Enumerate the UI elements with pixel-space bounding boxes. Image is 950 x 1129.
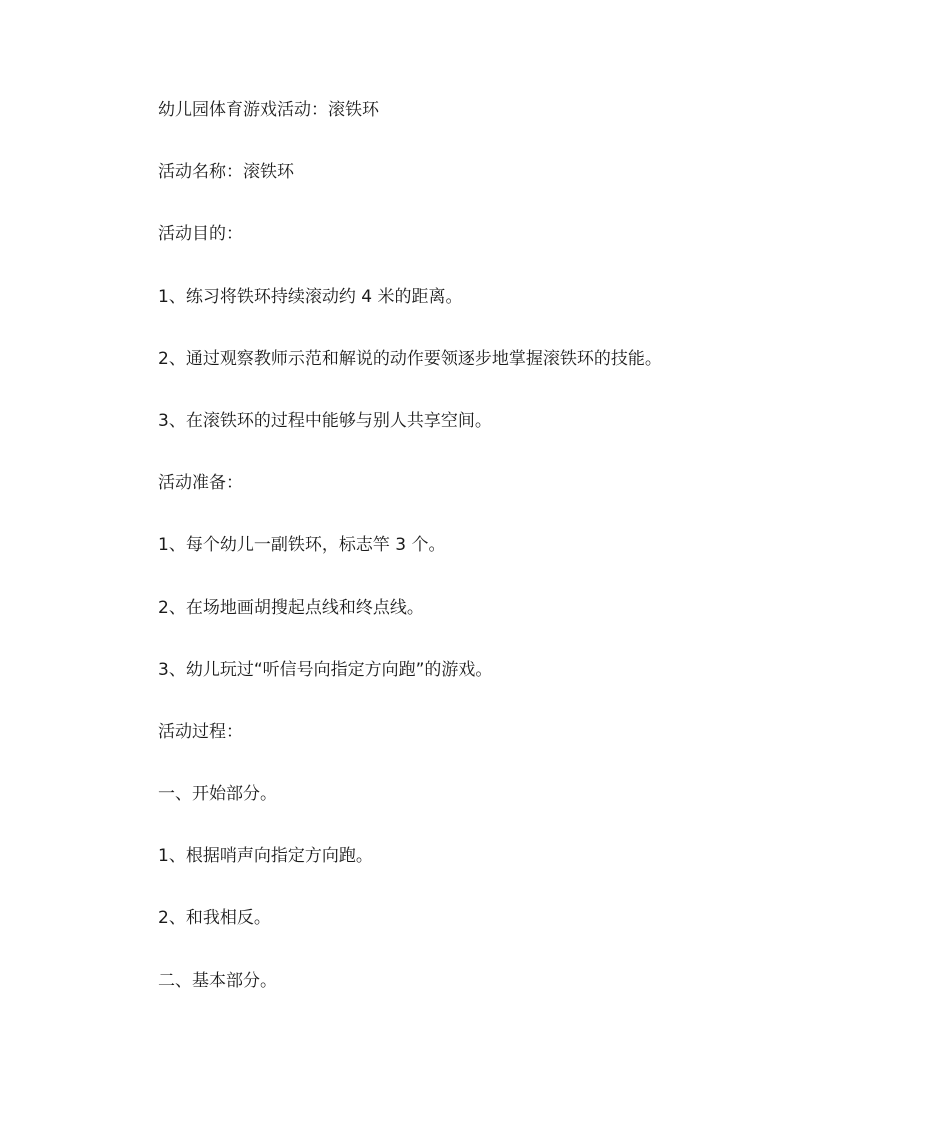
activity-name-line: 活动名称：滚铁环 [158, 162, 294, 183]
goal-item-1: 1、练习将铁环持续滚动约 4 米的距离。 [158, 286, 463, 307]
process-part-2-heading: 二、基本部分。 [158, 970, 277, 991]
document-title: 幼儿园体育游戏活动：滚铁环 [158, 100, 379, 120]
goal-item-2: 2、通过观察教师示范和解说的动作要领逐步地掌握滚铁环的技能。 [158, 348, 662, 369]
goal-item-3: 3、在滚铁环的过程中能够与别人共享空间。 [158, 410, 492, 431]
section-heading-process: 活动过程： [158, 721, 243, 742]
section-heading-preparation: 活动准备： [158, 473, 243, 494]
document-body [158, 97, 858, 1030]
preparation-item-2: 2、在场地画胡搜起点线和终点线。 [158, 597, 424, 618]
process-item-2: 2、和我相反。 [158, 908, 271, 929]
preparation-item-3: 3、幼儿玩过“听信号向指定方向跑”的游戏。 [158, 659, 493, 680]
preparation-item-1: 1、每个幼儿一副铁环，标志竿 3 个。 [158, 535, 446, 556]
process-part-1-heading: 一、开始部分。 [158, 784, 277, 805]
process-item-1: 1、根据哨声向指定方向跑。 [158, 846, 373, 867]
section-heading-goals: 活动目的： [158, 224, 243, 245]
